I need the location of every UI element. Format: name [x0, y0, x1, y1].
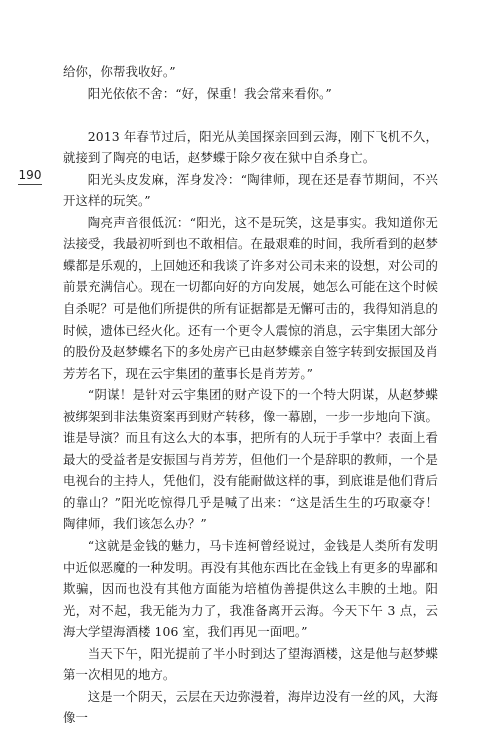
paragraph: 当天下午，阳光提前了半小时到达了望海酒楼，这是他与赵梦蝶第一次相见的地方。	[63, 645, 438, 683]
paragraph: 阳光头皮发麻，浑身发冷：“陶律师，现在还是春节期间，不兴开这样的玩笑。”	[63, 171, 438, 209]
paragraph: “这就是金钱的魅力，马卡连柯曾经说过，金钱是人类所有发明中近似恶魔的一种发明。再没有其他东西比在金钱上有更多的卑鄙和欺骗，因而也没有其他方面能为培植伪善提供这么丰腴的土地。阳光，对不起，我无能为力了，我准备离开云海。今天下午 3 点，云海大学望海酒楼 106 室，我们再见一面吧。”	[63, 537, 438, 640]
body-text	[63, 61, 438, 729]
paragraph: 2013 年春节过后，阳光从美国探亲回到云海，刚下飞机不久，就接到了陶亮的电话，赵梦蝶于除夕夜在狱中自杀身亡。	[63, 128, 438, 166]
paragraph: 陶亮声音很低沉：“阳光，这不是玩笑，这是事实。我知道你无法接受，我最初听到也不敢相信。在最艰难的时间，我所看到的赵梦蝶都是乐观的，上回她还和我谈了许多对公司未来的设想，对公司的前景充满信心。现在一切都向好的方向发展，她怎么可能在这个时候自杀呢？可是他们所提供的所有证据都是无懈可击的，我得知消息的时候，遗体已经火化。还有一个更令人震惊的消息，云宇集团大部分的股份及赵梦蝶名下的多处房产已由赵梦蝶亲自签字转到安振国及肖芳芳名下，现在云宇集团的董事长是肖芳芳。”	[63, 214, 438, 381]
paragraph: 这是一个阴天，云层在天边弥漫着，海岸边没有一丝的风，大海像一	[63, 688, 438, 726]
page-number-rule	[18, 184, 42, 185]
paragraph: 给你，你帮我收好。”	[63, 64, 176, 79]
paragraph: 阳光依依不舍：“好，保重！我会常来看你。”	[87, 85, 332, 101]
page-number: 190	[18, 168, 42, 182]
paragraph: “阴谋！是针对云宇集团的财产设下的一个特大阴谋，从赵梦蝶被绑架到非法集资案再到财产转移，像一幕剧，一步一步地向下演。谁是导演？而且有这么大的本事，把所有的人玩于手掌中？表面上看最大的受益者是安振国与肖芳芳，但他们一个是辞职的教师，一个是电视台的主持人，凭他们，没有能耐做这样的事，到底谁是他们背后的靠山？”阳光吃惊得几乎是喊了出来：“这是活生生的巧取豪夺！陶律师，我们该怎么办？”	[63, 387, 438, 532]
